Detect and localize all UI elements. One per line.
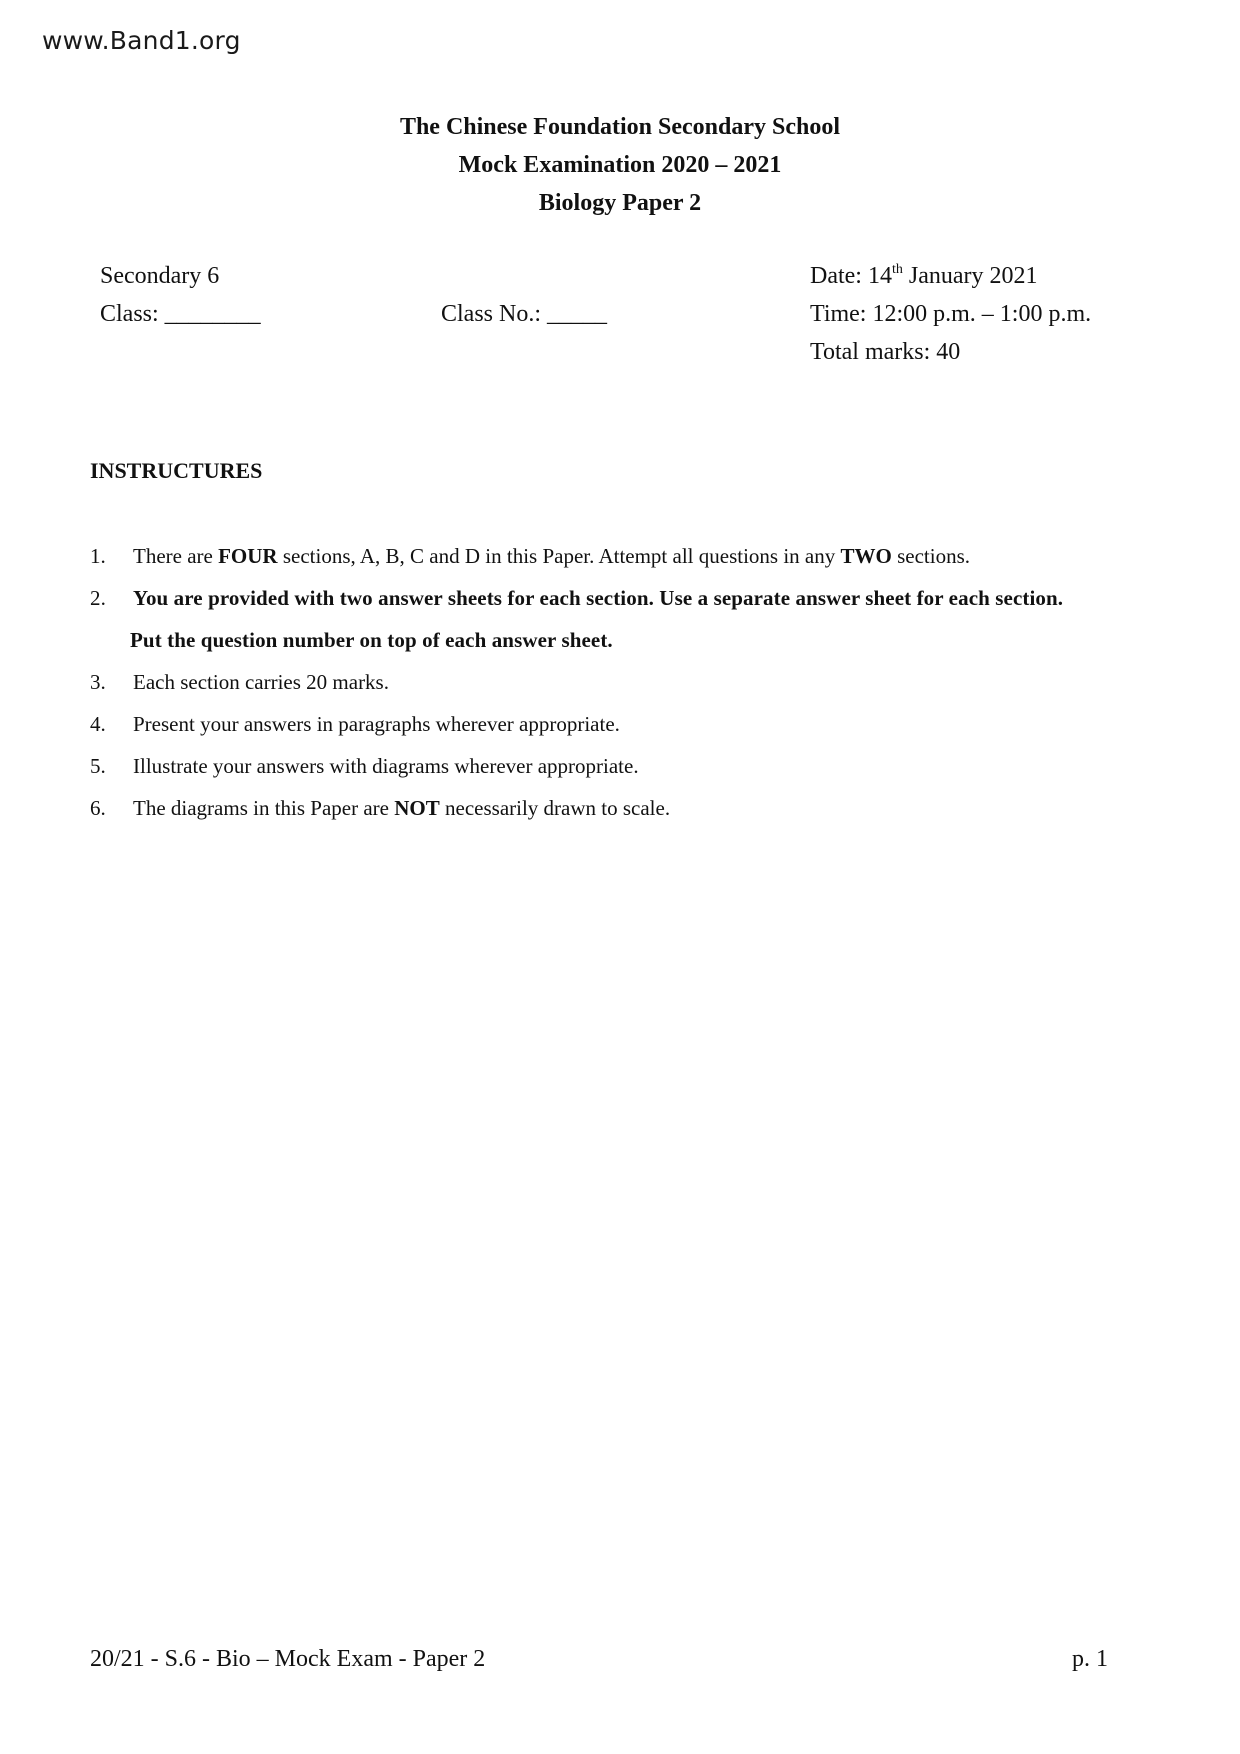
form-level: Secondary 6	[100, 263, 220, 289]
instruction-text: There are	[133, 544, 219, 568]
watermark-url: www.Band1.org	[42, 26, 241, 55]
paper-name: Biology Paper 2	[538, 190, 702, 216]
school-name: The Chinese Foundation Secondary School	[399, 114, 841, 140]
footer-paper-code: 20/21 - S.6 - Bio – Mock Exam - Paper 2	[90, 1646, 486, 1672]
exam-date-month-year: January 2021	[902, 263, 1038, 289]
class-number-field: Class No.: _____	[441, 301, 608, 327]
exam-name: Mock Examination 2020 – 2021	[458, 152, 782, 178]
instruction-item-4	[90, 703, 1170, 745]
instructions-list	[90, 535, 1170, 829]
instruction-text-line-2: Put the question number on top of each answer sheet.	[130, 628, 613, 652]
total-marks: Total marks: 40	[810, 339, 961, 365]
exam-time: Time: 12:00 p.m. – 1:00 p.m.	[810, 301, 1092, 327]
instruction-text: Illustrate your answers with diagrams wherever appropriate.	[133, 754, 639, 778]
instruction-text: Each section carries 20 marks.	[133, 670, 389, 694]
instruction-item-2	[90, 577, 1170, 661]
instructions-heading: INSTRUCTURES	[90, 458, 263, 483]
exam-date-prefix: Date: 14	[810, 263, 892, 289]
instruction-number: 6.	[90, 796, 106, 820]
exam-title-block	[0, 108, 1240, 222]
instruction-number: 2.	[90, 586, 106, 610]
instruction-number: 5.	[90, 754, 106, 778]
instruction-text-line-1: You are provided with two answer sheets for each section. Use a separate answer sheet for each section.	[133, 586, 1064, 610]
instruction-item-3	[90, 661, 1170, 703]
exam-date	[810, 257, 1038, 295]
instruction-number: 3.	[90, 670, 106, 694]
instruction-emphasis: FOUR	[218, 544, 278, 568]
instruction-text: necessarily drawn to scale.	[439, 796, 671, 820]
exam-date-suffix-sup: th	[891, 262, 903, 277]
instruction-number: 4.	[90, 712, 106, 736]
instruction-number: 1.	[90, 544, 106, 568]
instruction-text: sections, A, B, C and D in this Paper. Attempt all questions in any	[277, 544, 841, 568]
instruction-emphasis: TWO	[840, 544, 892, 568]
instruction-item-6	[90, 787, 1170, 829]
instruction-text: The diagrams in this Paper are	[133, 796, 395, 820]
instruction-item-1	[90, 535, 1170, 577]
footer-page-number: p. 1	[1072, 1646, 1108, 1672]
instruction-text: sections.	[891, 544, 970, 568]
instruction-item-5	[90, 745, 1170, 787]
instruction-text: Present your answers in paragraphs wherever appropriate.	[133, 712, 620, 736]
class-field: Class: ________	[100, 301, 261, 327]
instruction-emphasis: NOT	[394, 796, 440, 820]
